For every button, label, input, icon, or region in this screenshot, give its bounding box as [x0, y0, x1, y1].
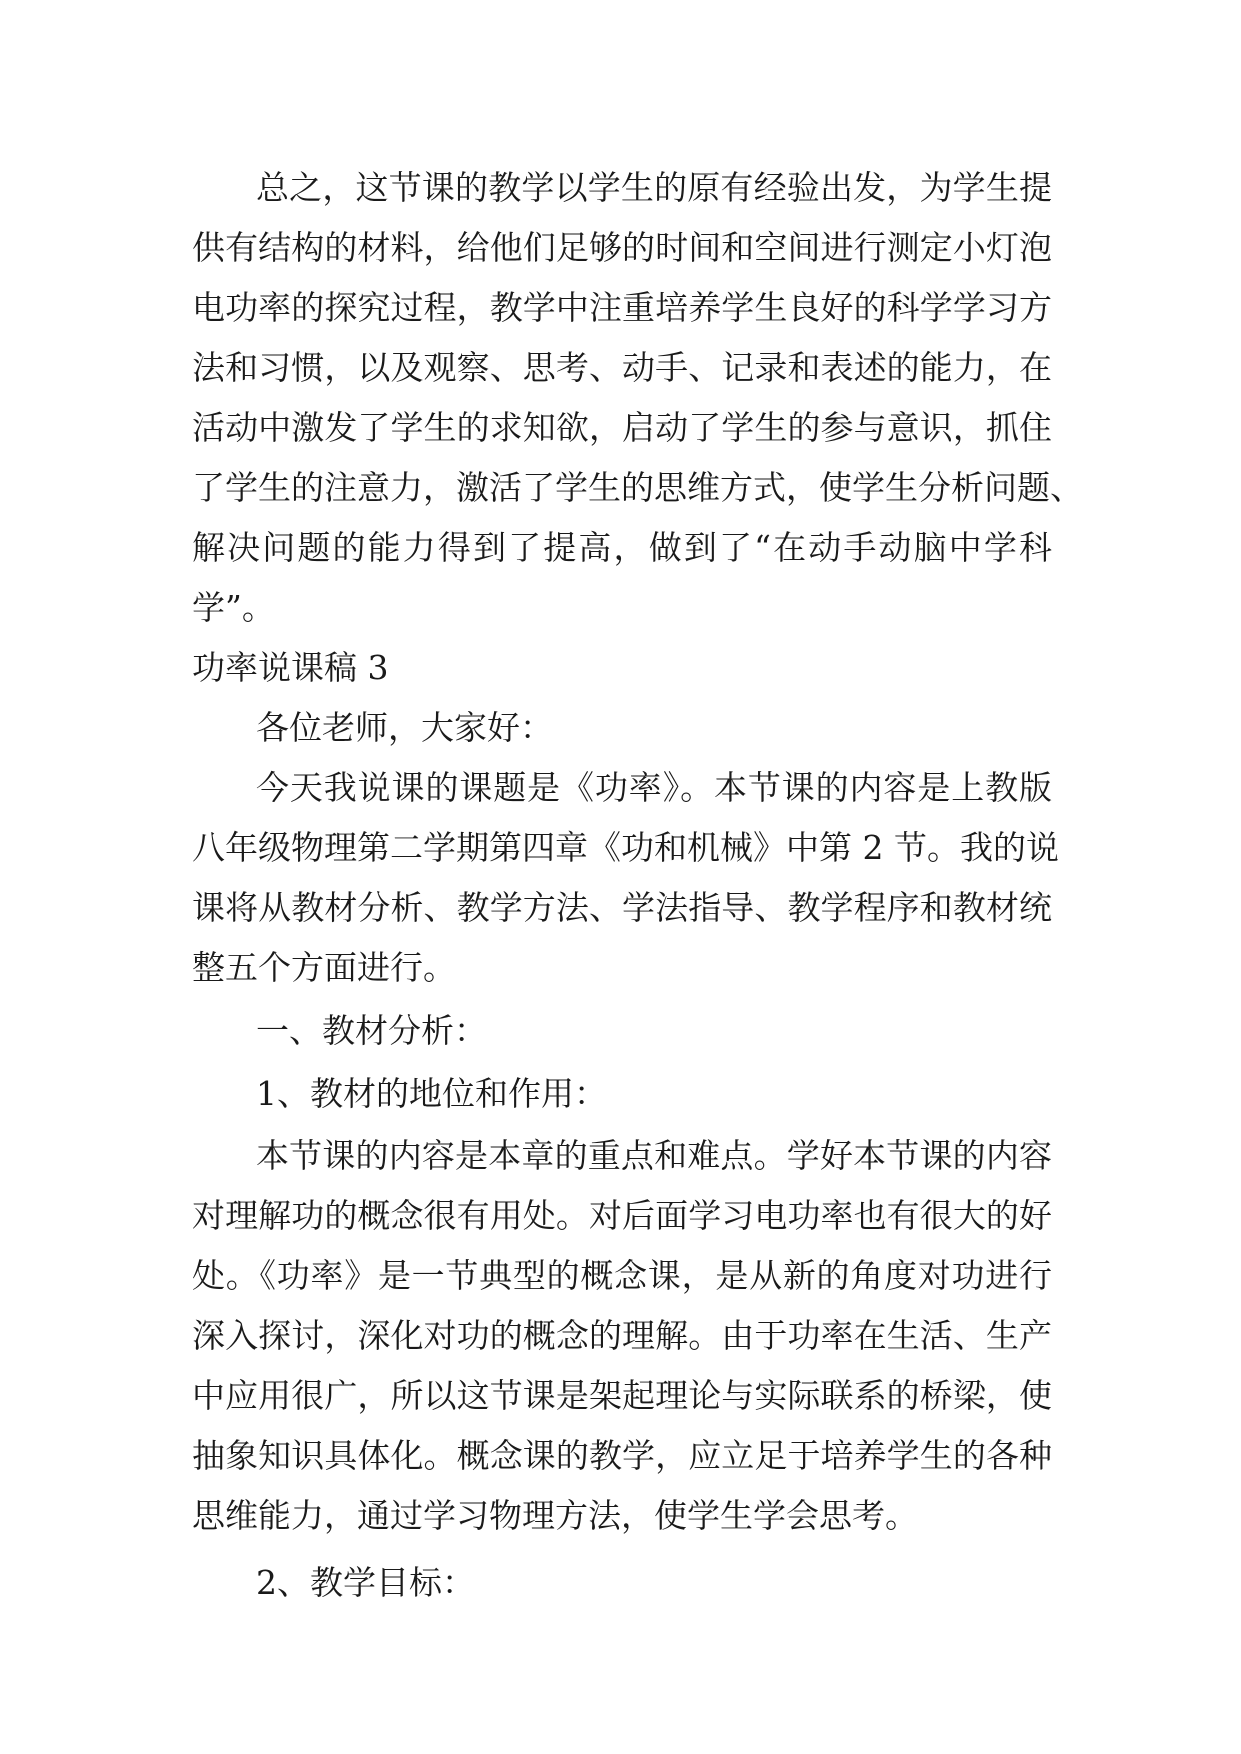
paragraph-line: 思维能力，通过学习物理方法，使学生学会思考。: [192, 1496, 918, 1535]
paragraph-line: 解决问题的能力得到了提高，做到了“在动手动脑中学科: [192, 528, 1052, 567]
paragraph-line: 处。《功率》是一节典型的概念课，是从新的角度对功进行: [192, 1256, 1052, 1295]
paragraph-line: 本节课的内容是本章的重点和难点。学好本节课的内容: [256, 1136, 1052, 1175]
greeting-line: 各位老师，大家好：: [256, 708, 553, 747]
paragraph-line: 抽象知识具体化。概念课的教学，应立足于培养学生的各种: [192, 1436, 1052, 1475]
paragraph-line: 八年级物理第二学期第四章《功和机械》中第 2 节。我的说: [192, 828, 1059, 867]
paragraph-line: 对理解功的概念很有用处。对后面学习电功率也有很大的好: [192, 1196, 1052, 1235]
subheading: 一、教材分析：: [256, 1011, 487, 1050]
paragraph-line: 课将从教材分析、教学方法、学法指导、教学程序和教材统: [192, 888, 1052, 927]
paragraph-line: 法和习惯，以及观察、思考、动手、记录和表述的能力，在: [192, 348, 1052, 387]
paragraph-line: 了学生的注意力，激活了学生的思维方式，使学生分析问题、: [192, 468, 1083, 507]
paragraph-line: 中应用很广，所以这节课是架起理论与实际联系的桥梁，使: [192, 1376, 1052, 1415]
section-heading: 功率说课稿 3: [192, 648, 389, 687]
paragraph-line: 电功率的探究过程，教学中注重培养学生良好的科学学习方: [192, 288, 1052, 327]
paragraph-line: 深入探讨，深化对功的概念的理解。由于功率在生活、生产: [192, 1316, 1052, 1355]
paragraph-line: 学”。: [192, 588, 275, 627]
subheading: 1、教材的地位和作用：: [256, 1074, 607, 1113]
paragraph-line: 总之，这节课的教学以学生的原有经验出发，为学生提: [256, 168, 1052, 207]
subheading: 2、教学目标：: [256, 1563, 475, 1602]
paragraph-line: 整五个方面进行。: [192, 948, 456, 987]
paragraph-line: 活动中激发了学生的求知欲，启动了学生的参与意识，抓住: [192, 408, 1052, 447]
paragraph-line: 今天我说课的课题是《功率》。本节课的内容是上教版: [256, 768, 1052, 807]
paragraph-line: 供有结构的材料，给他们足够的时间和空间进行测定小灯泡: [192, 228, 1052, 267]
